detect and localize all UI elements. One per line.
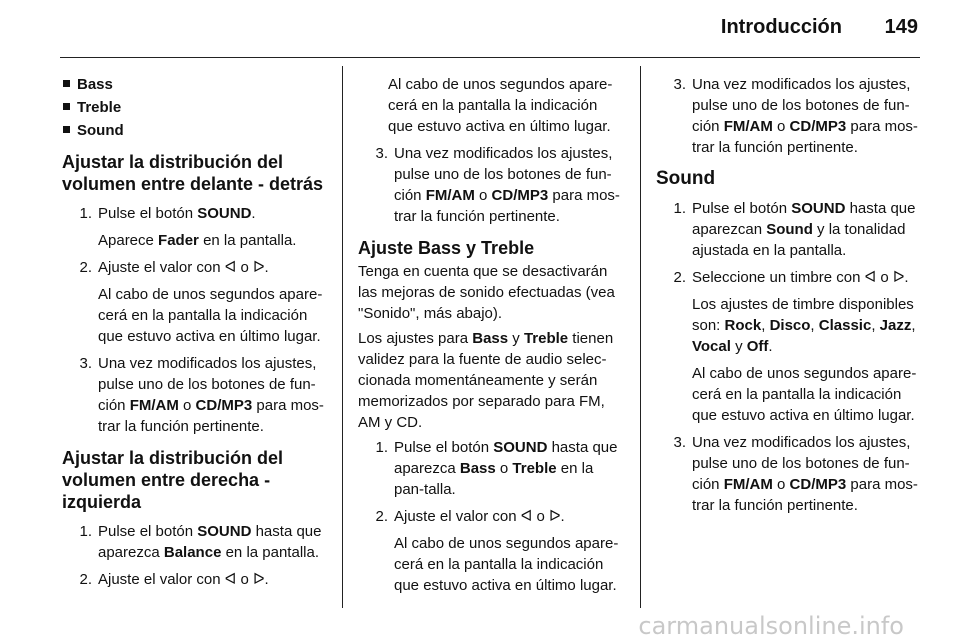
bullet-icon bbox=[63, 80, 70, 87]
section-heading: Ajustar la distribución del volumen entre derecha - izquierda bbox=[62, 448, 284, 512]
step-item: 2. Ajuste el valor con ᐊ o ᐅ. Al cabo de unos segundos apare-cerá en la pantalla la indicación que estuvo activa en último lugar. bbox=[79, 259, 323, 345]
step-item: 2. Ajuste el valor con ᐊ o ᐅ. bbox=[79, 571, 269, 588]
step-item: 1. Pulse el botón SOUND hasta que aparezca Balance en la pantalla. bbox=[79, 523, 322, 561]
paragraph: Los ajustes para Bass y Treble tienen validez para la fuente de audio selec-cionada momentáneamente y serán memorizados por separado para FM, AM y CD. bbox=[358, 330, 614, 431]
step-item: 3. Una vez modificados los ajustes, pulse uno de los botones de fun-ción FM/AM o CD/MP3 para mos-trar la función pertinente. bbox=[673, 434, 918, 514]
section-heading: Ajuste Bass y Treble bbox=[358, 238, 535, 258]
section-heading: Ajustar la distribución del volumen entre delante - detrás bbox=[62, 152, 324, 194]
right-arrow-icon: ᐅ bbox=[548, 508, 561, 525]
right-arrow-icon: ᐅ bbox=[252, 259, 265, 276]
left-arrow-icon: ᐊ bbox=[224, 571, 237, 588]
column-2 bbox=[358, 74, 624, 602]
page-title: Introducción bbox=[720, 16, 842, 38]
step-item: 1. Pulse el botón SOUND. Aparece Fader en la pantalla. bbox=[79, 205, 297, 249]
right-arrow-icon: ᐅ bbox=[892, 269, 905, 286]
page-number: 149 bbox=[884, 16, 918, 38]
step-item: 2. Ajuste el valor con ᐊ o ᐅ. Al cabo de unos segundos apare-cerá en la pantalla la indicación que estuvo activa en último lugar. bbox=[375, 508, 619, 594]
step-item: 3. Una vez modificados los ajustes, pulse uno de los botones de fun-ción FM/AM o CD/MP3 para mos-trar la función pertinente. bbox=[375, 145, 620, 225]
column-divider bbox=[342, 66, 343, 608]
step-item: 1. Pulse el botón SOUND hasta que aparezca Bass o Treble en la pan-talla. bbox=[375, 439, 618, 498]
bullet-icon bbox=[63, 103, 70, 110]
step-item: 3. Una vez modificados los ajustes, pulse uno de los botones de fun-ción FM/AM o CD/MP3 para mos-trar la función pertinente. bbox=[79, 355, 324, 435]
list-item: Bass bbox=[62, 74, 328, 95]
step-item: 2. Seleccione un timbre con ᐊ o ᐅ. Los ajustes de timbre disponibles son: Rock, Disco, Classic, Jazz, Vocal y Off. Al cabo de unos segundos apare-cerá en la pantalla la indicación que estuvo activa en último lugar. bbox=[673, 269, 917, 424]
left-arrow-icon: ᐊ bbox=[224, 259, 237, 276]
step-item: 1. Pulse el botón SOUND hasta que aparezcan Sound y la tonalidad ajustada en la pantalla. bbox=[673, 200, 916, 259]
bullet-icon bbox=[63, 126, 70, 133]
left-arrow-icon: ᐊ bbox=[520, 508, 533, 525]
list-item: Treble bbox=[62, 97, 328, 118]
section-heading: Sound bbox=[656, 168, 716, 189]
paragraph: Tenga en cuenta que se desactivarán las mejoras de sonido efectuadas (vea "Sonido", más abajo). bbox=[358, 263, 615, 322]
column-1 bbox=[62, 74, 328, 596]
column-divider bbox=[640, 66, 641, 608]
list-item: Sound bbox=[62, 120, 328, 141]
header-rule bbox=[60, 57, 920, 58]
watermark: carmanualsonline.info bbox=[638, 612, 904, 640]
left-arrow-icon: ᐊ bbox=[864, 269, 877, 286]
step-item: 3. Una vez modificados los ajustes, pulse uno de los botones de fun-ción FM/AM o CD/MP3 para mos-trar la función pertinente. bbox=[673, 76, 918, 156]
paragraph: Al cabo de unos segundos apare-cerá en la pantalla la indicación que estuvo activa en último lugar. bbox=[388, 76, 613, 135]
right-arrow-icon: ᐅ bbox=[252, 571, 265, 588]
column-3 bbox=[656, 74, 922, 522]
